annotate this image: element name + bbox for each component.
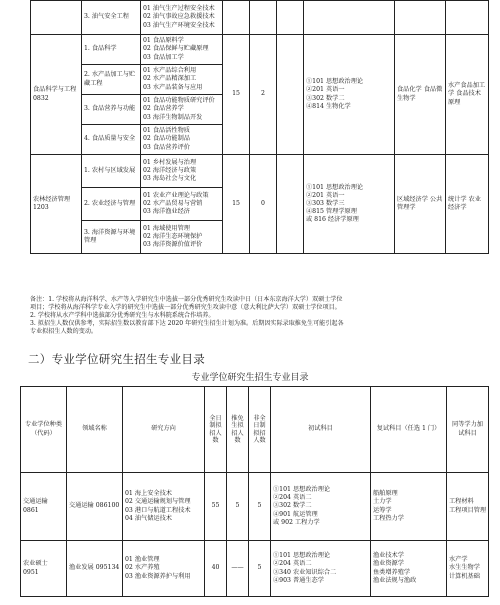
exam-subjects xyxy=(304,35,395,155)
exam-subjects-line: ①101 思想政治理论 xyxy=(273,486,331,494)
course-list-line: 02 海洋生态环境保护 xyxy=(143,232,203,240)
header-fulltime-quota: 全日制拟招人数 xyxy=(205,387,227,473)
exam-subjects xyxy=(271,541,371,597)
course-list-line: 02 水产品精深加工 xyxy=(143,75,197,83)
exam-subjects-line: ④814 生物化学 xyxy=(306,102,351,110)
parttime-quota: 5 xyxy=(249,541,271,597)
exam-subjects-line: ①101 思想政治理论 xyxy=(273,552,331,560)
direction-cell: 4. 食品质量与安全 xyxy=(82,125,141,155)
exam-subjects-line: ④903 普通生态学 xyxy=(273,576,324,584)
course-list xyxy=(141,188,223,221)
course-list-line: 01 油气生产过程安全技术 xyxy=(143,5,215,13)
exam-subjects-line: ④901 航运管理 xyxy=(273,510,318,518)
empty-cell xyxy=(250,1,277,35)
equal-subjects-line: 计算机基础 xyxy=(449,572,480,580)
section-heading: 二）专业学位研究生招生专业目录 xyxy=(28,352,205,366)
table-row xyxy=(31,35,489,65)
retest-subjects-line: 鱼类增养殖学 xyxy=(373,568,411,576)
fulltime-quota: 55 xyxy=(205,473,227,541)
empty-cell xyxy=(446,1,489,35)
equal-subjects-line: 水生生物学 xyxy=(449,564,480,572)
header-exam-subjects: 初试科目 xyxy=(271,387,371,473)
direction-list-line: 02 水产养殖 xyxy=(125,564,160,572)
retest-subjects: 区域经济学 公共管理学 xyxy=(395,155,446,254)
course-list-line: 03 海洋资源价值评价 xyxy=(143,241,203,249)
equal-subjects-line: 工程材料 xyxy=(449,498,474,506)
course-list-line: 02 食品保鲜与贮藏原理 xyxy=(143,45,209,53)
course-list-line: 03 海岛社会与文化 xyxy=(143,175,197,183)
exam-subjects-line: ②204 英语二 xyxy=(273,560,312,568)
course-list-line: 02 油气事故应急救援技术 xyxy=(143,13,215,21)
exam-subjects xyxy=(304,155,395,254)
header-exempt-quota: 推免生拟招人数 xyxy=(227,387,249,473)
direction-list-line: 03 渔业资源养护与利用 xyxy=(125,572,191,580)
total-quota: 15 xyxy=(223,35,250,155)
header-equal-subjects: 同等学力加试科目 xyxy=(447,387,489,473)
exam-subjects-line: ②204 英语二 xyxy=(273,494,312,502)
exam-subjects-line: ②201 英语一 xyxy=(306,191,345,199)
course-list-line: 03 油气生产环境安全技术 xyxy=(143,21,215,29)
empty-cell xyxy=(223,1,250,35)
exam-subjects-line: 或 816 经济学原理 xyxy=(306,216,359,224)
extra-subjects: 统计学 农业经济学 xyxy=(446,155,489,254)
course-list-line: 02 海洋经济与政策 xyxy=(143,166,197,174)
course-list xyxy=(141,155,223,188)
course-list-line: 01 食品活性物质 xyxy=(143,127,190,135)
course-list xyxy=(141,1,223,35)
equal-subjects-line: 工程项目管理 xyxy=(449,506,487,514)
retest-subjects-line: 工程热力学 xyxy=(373,514,404,522)
retest-subjects-line: 渔业技术学 xyxy=(373,552,404,560)
course-list-line: 01 食品原料学 xyxy=(143,37,184,45)
extra-subjects: 水产食品加工学 食品技术原理 xyxy=(446,35,489,155)
course-list-line: 02 水产品贸易与营销 xyxy=(143,199,203,207)
degree-category: 农业硕士 0951 xyxy=(21,541,67,597)
direction-cell: 1. 农村与区域发展 xyxy=(82,155,141,188)
direction-cell: 3. 食品营养与功能 xyxy=(82,95,141,125)
course-list-line: 03 海洋渔业经济 xyxy=(143,208,190,216)
course-list-line: 03 海洋生物制品开发 xyxy=(143,113,203,121)
course-list-line: 03 食品加工学 xyxy=(143,53,184,61)
exam-subjects-line: ①101 思想政治理论 xyxy=(306,183,364,191)
header-parttime-quota: 非全日制拟招人数 xyxy=(249,387,271,473)
remark-line: 备注：1. 学校将从海洋科学、水产等入学研究生中选拔一部分优秀研究生攻读中日（日本东京海洋大学）双硕士学位 xyxy=(30,296,343,303)
header-category: 专业学位种类（代码） xyxy=(21,387,67,473)
exam-subjects-line: ①101 思想政治理论 xyxy=(306,78,364,86)
empty-cell xyxy=(277,1,304,35)
major-cell: 食品科学与工程 0832 xyxy=(31,35,82,155)
direction-list-line: 04 油气储运技术 xyxy=(125,514,172,522)
exam-subjects-line: ③302 数学二 xyxy=(273,502,312,510)
degree-category: 交通运输 0861 xyxy=(21,473,67,541)
retest-subjects-line: 渔业资源学 xyxy=(373,560,404,568)
course-list-line: 01 乡村发展与治理 xyxy=(143,158,197,166)
unified-quota xyxy=(277,155,304,254)
equal-subjects xyxy=(447,473,489,541)
direction-list xyxy=(123,541,205,597)
course-list-line: 02 食品功能制品 xyxy=(143,135,190,143)
exempt-quota: 0 xyxy=(250,155,277,254)
remarks-block xyxy=(30,296,482,336)
course-list-line: 03 食品营养评价 xyxy=(143,143,190,151)
remark-line: 项目；学校将从海洋科学专业入学的研究生中选拔一部分优秀研究生攻读中意（意大利比萨大学）双硕士学位项目。 xyxy=(30,304,341,312)
retest-subjects-line: 船舶原理 xyxy=(373,490,398,498)
fulltime-quota: 40 xyxy=(205,541,227,597)
course-list xyxy=(141,65,223,95)
header-retest-subjects: 复试科目（任选 1 门） xyxy=(371,387,447,473)
field-name: 渔业发展 095134 xyxy=(67,541,123,597)
catalog-table-professional xyxy=(20,386,489,597)
retest-subjects-line: 土力学 xyxy=(373,498,392,506)
parttime-quota: 5 xyxy=(249,473,271,541)
direction-list-line: 01 海上安全技术 xyxy=(125,490,172,498)
direction-list xyxy=(123,473,205,541)
retest-subjects xyxy=(371,541,447,597)
direction-cell: 1. 食品科学 xyxy=(82,35,141,65)
remark-line: 2. 学校将从水产学科中选拔部分优秀研究生与水科院系统合作培养。 xyxy=(30,312,215,320)
table-row xyxy=(21,473,489,541)
retest-subjects-line: 运筹学 xyxy=(373,506,392,514)
exam-subjects-line: ②201 英语一 xyxy=(306,86,345,94)
exam-subjects-line: ③340 农业知识综合二 xyxy=(273,568,337,576)
direction-cell: 3. 海洋资源与环境管理 xyxy=(82,221,141,254)
course-list xyxy=(141,125,223,155)
retest-subjects: 食品化学 食品微生物学 xyxy=(395,35,446,155)
course-list-line: 01 农业产业理论与政策 xyxy=(143,191,209,199)
exam-subjects-line: ④815 管理学原理 xyxy=(306,208,357,216)
exam-subjects-line: ③303 数学三 xyxy=(306,199,345,207)
header-field: 领域名称 xyxy=(67,387,123,473)
course-list xyxy=(141,95,223,125)
table-title: 专业学位研究生招生专业目录 xyxy=(191,373,309,383)
course-list-line: 01 海域使用管理 xyxy=(143,224,190,232)
table-row xyxy=(31,155,489,188)
direction-cell: 2. 农业经济与管理 xyxy=(82,188,141,221)
equal-subjects xyxy=(447,541,489,597)
exam-subjects xyxy=(271,473,371,541)
remark-line: 3. 拟招生人数仅供参考，实际招生数以教育部下达 2020 年研究生招生计划为准。后期因实际录取推免生可能引起各 xyxy=(30,320,344,328)
course-list-line: 02 食品营养学 xyxy=(143,105,184,113)
equal-subjects-line: 水产学 xyxy=(449,556,468,564)
exempt-quota: 2 xyxy=(250,35,277,155)
catalog-table-academic xyxy=(30,0,489,254)
course-list-line: 01 水产品综合利用 xyxy=(143,67,197,75)
exam-subjects-line: ③302 数学二 xyxy=(306,94,345,102)
exempt-quota: —— xyxy=(227,541,249,597)
exempt-quota: 5 xyxy=(227,473,249,541)
table-row xyxy=(21,541,489,597)
course-list xyxy=(141,221,223,254)
course-list xyxy=(141,35,223,65)
direction-cell: 3. 油气安全工程 xyxy=(82,1,141,35)
header-direction: 研究方向 xyxy=(123,387,205,473)
direction-list-line: 02 交通运输规划与管理 xyxy=(125,498,191,506)
retest-subjects-line: 渔业法规与渔政 xyxy=(373,576,417,584)
field-name: 交通运输 086100 xyxy=(67,473,123,541)
major-cell xyxy=(31,1,82,35)
major-cell: 农林经济管理 1203 xyxy=(31,155,82,254)
direction-list-line: 01 渔业管理 xyxy=(125,556,160,564)
empty-cell xyxy=(395,1,446,35)
direction-list-line: 03 港口与航道工程技术 xyxy=(125,506,191,514)
course-list-line: 01 食品功能物质研究评价 xyxy=(143,97,215,105)
unified-quota xyxy=(277,35,304,155)
total-quota: 15 xyxy=(223,155,250,254)
remark-line: 专业拟招生人数的变动。 xyxy=(30,328,98,336)
course-list-line: 03 水产品装备与应用 xyxy=(143,83,203,91)
exam-subjects-line: 或 902 工程力学 xyxy=(273,518,320,526)
retest-subjects xyxy=(371,473,447,541)
direction-cell: 2. 水产品加工与贮藏工程 xyxy=(82,65,141,95)
empty-cell xyxy=(304,1,395,35)
table-row xyxy=(31,1,489,35)
